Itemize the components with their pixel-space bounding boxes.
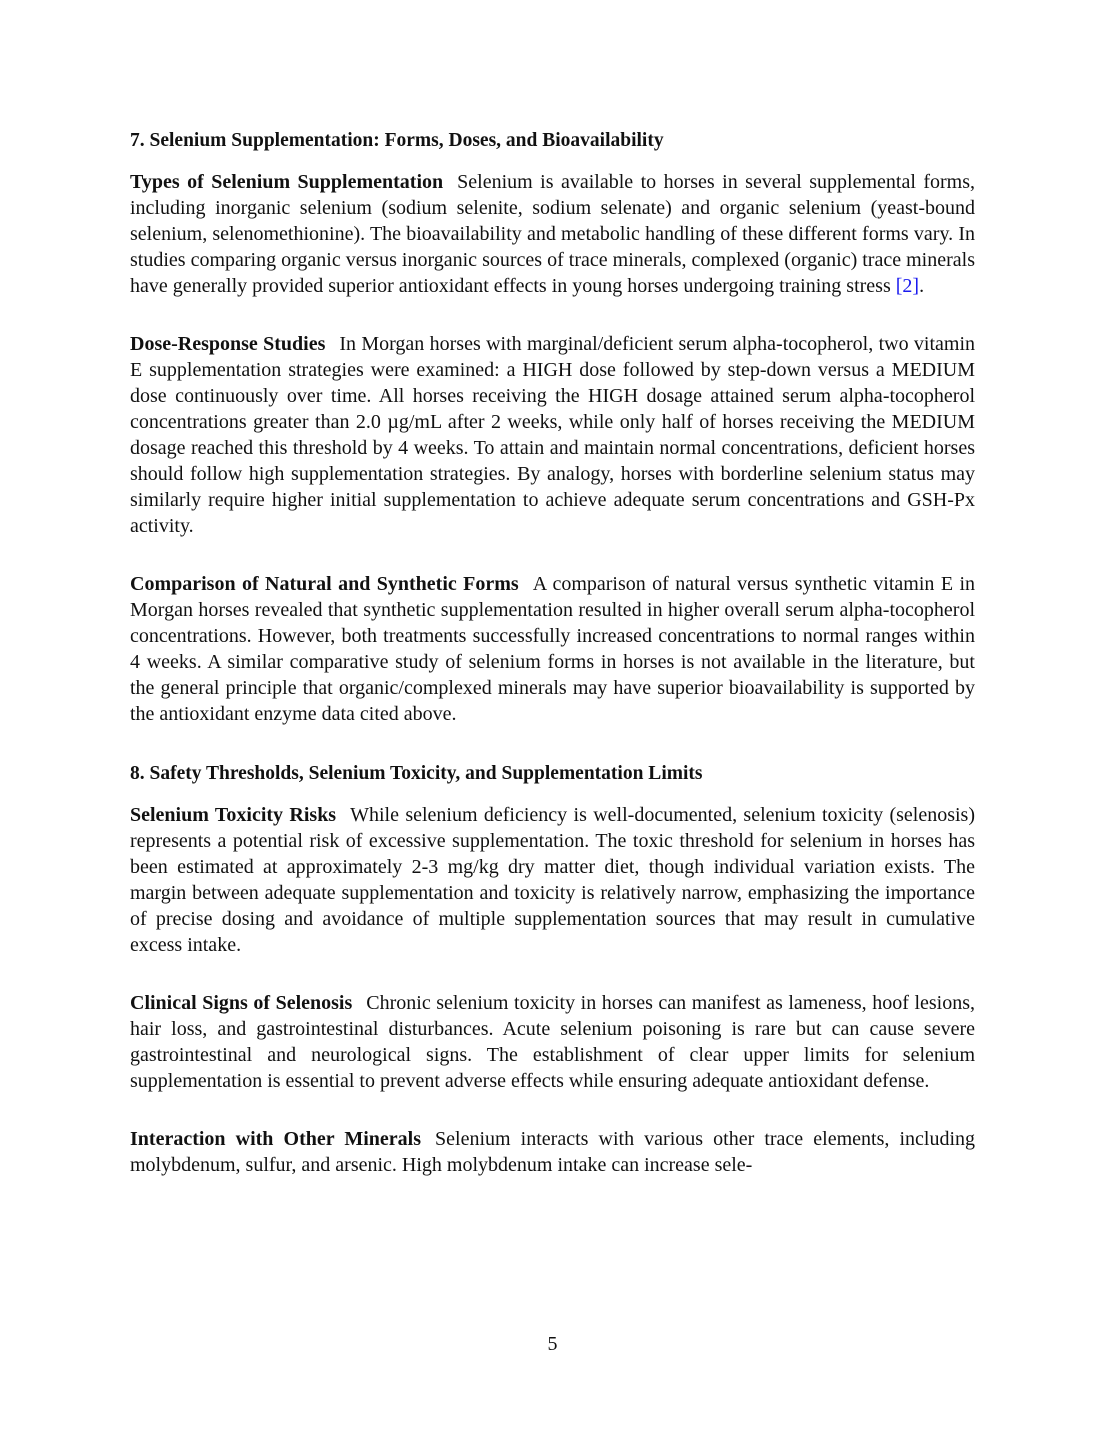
paragraph-title: Dose-Response Studies [130,333,326,355]
paragraph-types-of-selenium [130,169,975,299]
paragraph-text: Selenium interacts with various other trace elements, including molybdenum, sulfur, and arsenic. High molybdenum intake can increase sele- [130,1128,976,1176]
page-number: 5 [547,1333,558,1355]
paragraph-text-end: . [919,275,925,297]
section-heading-8: 8. Safety Thresholds, Selenium Toxicity, and Supplementation Limits [130,763,703,784]
page-body [130,128,975,1178]
paragraph-text: A comparison of natural versus synthetic vitamin E in Morgan horses revealed that synthetic supplementation resulted in higher overall serum alpha-tocopherol concentrations. However, both treatments successfully increased concentrations to normal ranges within 4 weeks. A similar comparative study of selenium forms in horses is not available in the literature, but the general principle that organic/complexed minerals may have superior bioavailability is supported by the antioxidant enzyme data cited above. [130,573,976,725]
paragraph-title: Clinical Signs of Selenosis [130,992,353,1014]
paragraph-dose-response [130,331,975,539]
paragraph-title: Interaction with Other Minerals [130,1128,422,1150]
paragraph-text: In Morgan horses with marginal/deficient serum alpha-tocopherol, two vitamin E supplementation strategies were examined: a HIGH dose followed by step-down versus a MEDIUM dose continuously over time. All horses receiving the HIGH dosage attained serum alpha-tocopherol concentrations greater than 2.0 µg/mL after 2 weeks, while only half of horses receiving the MEDIUM dosage reached this threshold by 4 weeks. To attain and maintain normal concentrations, deficient horses should follow high supplementation strategies. By analogy, horses with borderline selenium status may similarly require higher initial supplementation to achieve adequate serum concentrations and GSH-Px activity. [130,333,975,537]
paragraph-mineral-interaction [130,1126,975,1178]
citation-link[interactable]: [2] [895,275,920,297]
paragraph-title: Types of Selenium Supplementation [130,171,444,193]
paragraph-text: Selenium is available to horses in several supplemental forms, including inorganic selenium (sodium selenite, sodium selenate) and organic selenium (yeast-bound selenium, selenomethionine). The bioavailability and metabolic handling of these different forms vary. In studies comparing organic versus inorganic sources of trace minerals, complexed (organic) trace minerals have generally provided superior antioxidant effects in young horses undergoing training stress [130,171,976,297]
paragraph-text: Chronic selenium toxicity in horses can manifest as lameness, hoof lesions, hair loss, and gastrointestinal disturbances. Acute selenium poisoning is rare but can cause severe gastrointestinal and neurological signs. The establishment of clear upper limits for selenium supplementation is essential to prevent adverse effects while ensuring adequate antioxidant defense. [130,992,975,1092]
paragraph-toxicity-risks [130,802,975,958]
paragraph-title: Comparison of Natural and Synthetic Forms [130,573,519,595]
paragraph-text: While selenium deficiency is well-documented, selenium toxicity (selenosis) represents a potential risk of excessive supplementation. The toxic threshold for selenium in horses has been estimated at approximately 2-3 mg/kg dry matter diet, though individual variation exists. The margin between adequate supplementation and toxicity is relatively narrow, emphasizing the importance of precise dosing and avoidance of multiple supplementation sources that may result in cumulative excess intake. [130,804,975,956]
paragraph-title: Selenium Toxicity Risks [130,804,337,826]
paragraph-natural-synthetic [130,571,975,727]
paragraph-clinical-signs [130,990,975,1094]
section-heading-7: 7. Selenium Supplementation: Forms, Doses, and Bioavailability [130,130,664,151]
